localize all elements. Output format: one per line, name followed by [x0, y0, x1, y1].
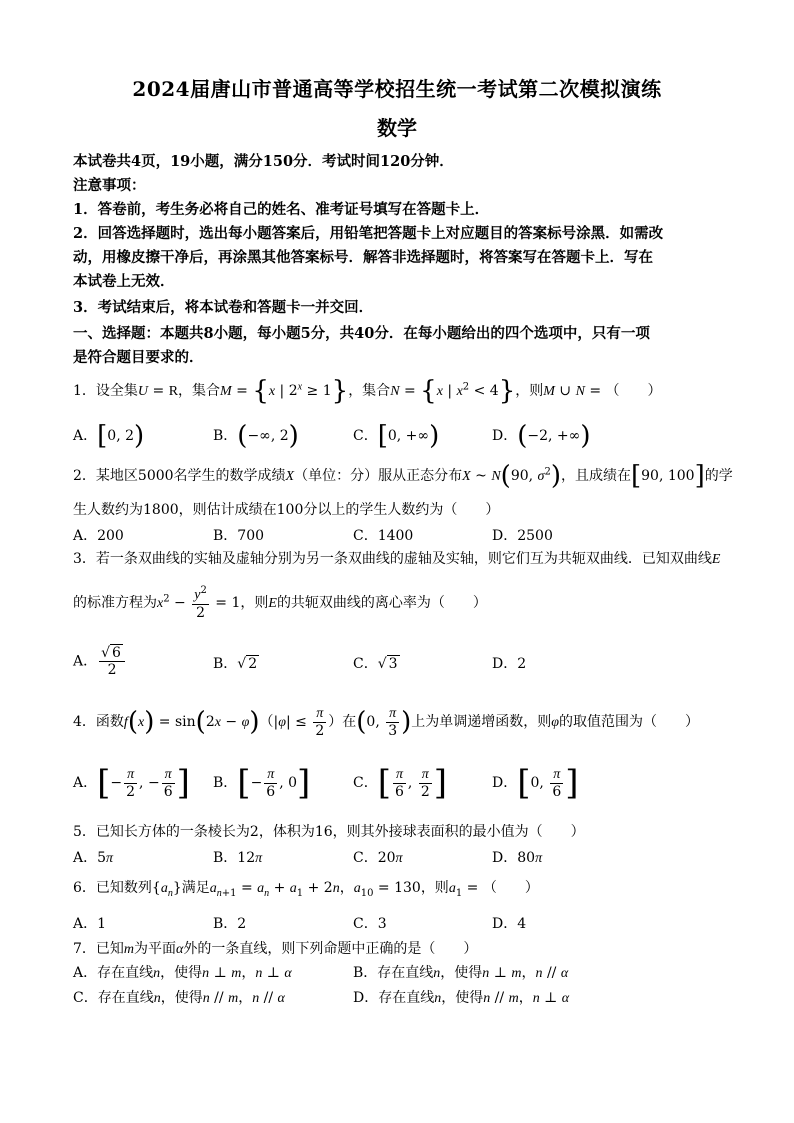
question-5: 5．已知长方体的一条棱长为2，体积为16，则其外接球表面积的最小值为（ ） — [73, 824, 585, 840]
q3-option-c[interactable]: C．√ 3 — [353, 656, 398, 672]
notice-2c: 本试卷上无效． — [73, 273, 175, 290]
notice-1: 1．答卷前，考生务必将自己的姓名、准考证号填写在答题卡上． — [73, 201, 490, 218]
exam-info: 本试卷共4页，19小题，满分150分．考试时间120分钟． — [73, 153, 454, 170]
question-6: 6．已知数列$\{a_n\}$满足$a_{n+1} = a_n + a_1 + 2n$，$a_{10} = 130$，则$a_1$ = （ ） — [73, 880, 539, 899]
notice-3: 3．考试结束后，将本试卷和答题卡一并交回． — [73, 299, 374, 316]
q2-option-b[interactable]: B．700 — [213, 528, 265, 544]
question-2-line2: 生人数约为1800，则估计成绩在100分以上的学生人数约为（ ） — [73, 502, 500, 518]
q6-option-c[interactable]: C．3 — [353, 916, 387, 932]
q4-option-a[interactable]: A．[− $\frac{\pi}{2}$ , − $\frac{\pi}{6}$ ] — [73, 763, 190, 803]
q5-option-d[interactable]: D．80π — [492, 850, 543, 866]
section1-line2: 是符合题目要求的． — [73, 349, 204, 366]
q5-option-b[interactable]: B．12π — [213, 850, 263, 866]
q3-option-d[interactable]: D．2 — [492, 656, 527, 672]
q1-option-c[interactable]: C．[0, +∞) — [353, 421, 440, 451]
q2-option-c[interactable]: C．1400 — [353, 528, 414, 544]
subject-title: 数学 — [377, 116, 417, 140]
notice-2a: 2．回答选择题时，选出每小题答案后，用铅笔把答题卡上对应题目的答案标号涂黑．如需改 — [73, 225, 664, 242]
section1-line1: 一、选择题：本题共8小题，每小题5分，共40分．在每小题给出的四个选项中，只有一项 — [73, 325, 650, 342]
question-4: 4．函数f(x) = sin(2x − φ)（|φ| ≤ $\frac{\pi}{2}$ ）在(0, $\frac{\pi}{3}$ )上为单调递增函数，则φ的取值范围为（ ） — [73, 706, 700, 740]
q4-option-d[interactable]: D．[0, $\frac{\pi}{6}$ ] — [492, 763, 579, 803]
q3-option-a[interactable]: A． $\frac{√ 6}{2}$ — [73, 645, 127, 678]
question-2: 2．某地区5000名学生的数学成绩X（单位：分）服从正态分布X ~ N(90, $\sigma^2$)，且成绩在[90, 100]的学 — [73, 461, 733, 491]
q7-option-a[interactable]: A．存在直线n，使得n ⊥ m，n ⊥ α — [73, 965, 292, 981]
q7-option-d[interactable]: D．存在直线n，使得n // m，n ⊥ α — [353, 990, 570, 1006]
q6-option-b[interactable]: B．2 — [213, 916, 247, 932]
q1-option-a[interactable]: A．[0, 2) — [73, 421, 145, 451]
q7-option-c[interactable]: C．存在直线n，使得n // m，n // α — [73, 990, 285, 1006]
q2-option-a[interactable]: A．200 — [73, 528, 124, 544]
q6-option-d[interactable]: D．4 — [492, 916, 527, 932]
q5-option-c[interactable]: C．20π — [353, 850, 403, 866]
q2-option-d[interactable]: D．2500 — [492, 528, 553, 544]
q6-option-a[interactable]: A．1 — [73, 916, 107, 932]
q5-option-a[interactable]: A．5π — [73, 850, 114, 866]
notice-2b: 动，用橡皮擦干净后，再涂黑其他答案标号．解答非选择题时，将答案写在答题卡上．写在 — [73, 249, 653, 266]
question-3-line2: 的标准方程为$x^2$ − $\frac{y^2}{2}$ = 1，则E的共轭双曲线的离心率为（ ） — [73, 585, 487, 621]
question-1: 1．设全集U = R，集合M = {x | $2^x \ge 1$}，集合N = {x | $x^2 < 4$}，则M ∪ N = （ ） — [73, 376, 662, 406]
q1-option-b[interactable]: B．(−∞, 2) — [213, 421, 299, 451]
exam-title: 2024届唐山市普通高等学校招生统一考试第二次模拟演练 — [132, 77, 662, 101]
q4-option-c[interactable]: C．[ $\frac{\pi}{6}$ , $\frac{\pi}{2}$ ] — [353, 763, 447, 803]
q1-option-d[interactable]: D．(−2, +∞) — [492, 421, 591, 451]
notice-title: 注意事项： — [73, 177, 146, 194]
q3-option-b[interactable]: B．√ 2 — [213, 656, 258, 672]
question-7: 7．已知m为平面α外的一条直线，则下列命题中正确的是（ ） — [73, 941, 478, 957]
q7-option-b[interactable]: B．存在直线n，使得n ⊥ m，n // α — [353, 965, 569, 981]
question-3: 3．若一条双曲线的实轴及虚轴分别为另一条双曲线的虚轴及实轴，则它们互为共轭双曲线．已知双曲线E — [73, 551, 721, 567]
q4-option-b[interactable]: B．[− $\frac{\pi}{6}$ , 0] — [213, 763, 311, 803]
